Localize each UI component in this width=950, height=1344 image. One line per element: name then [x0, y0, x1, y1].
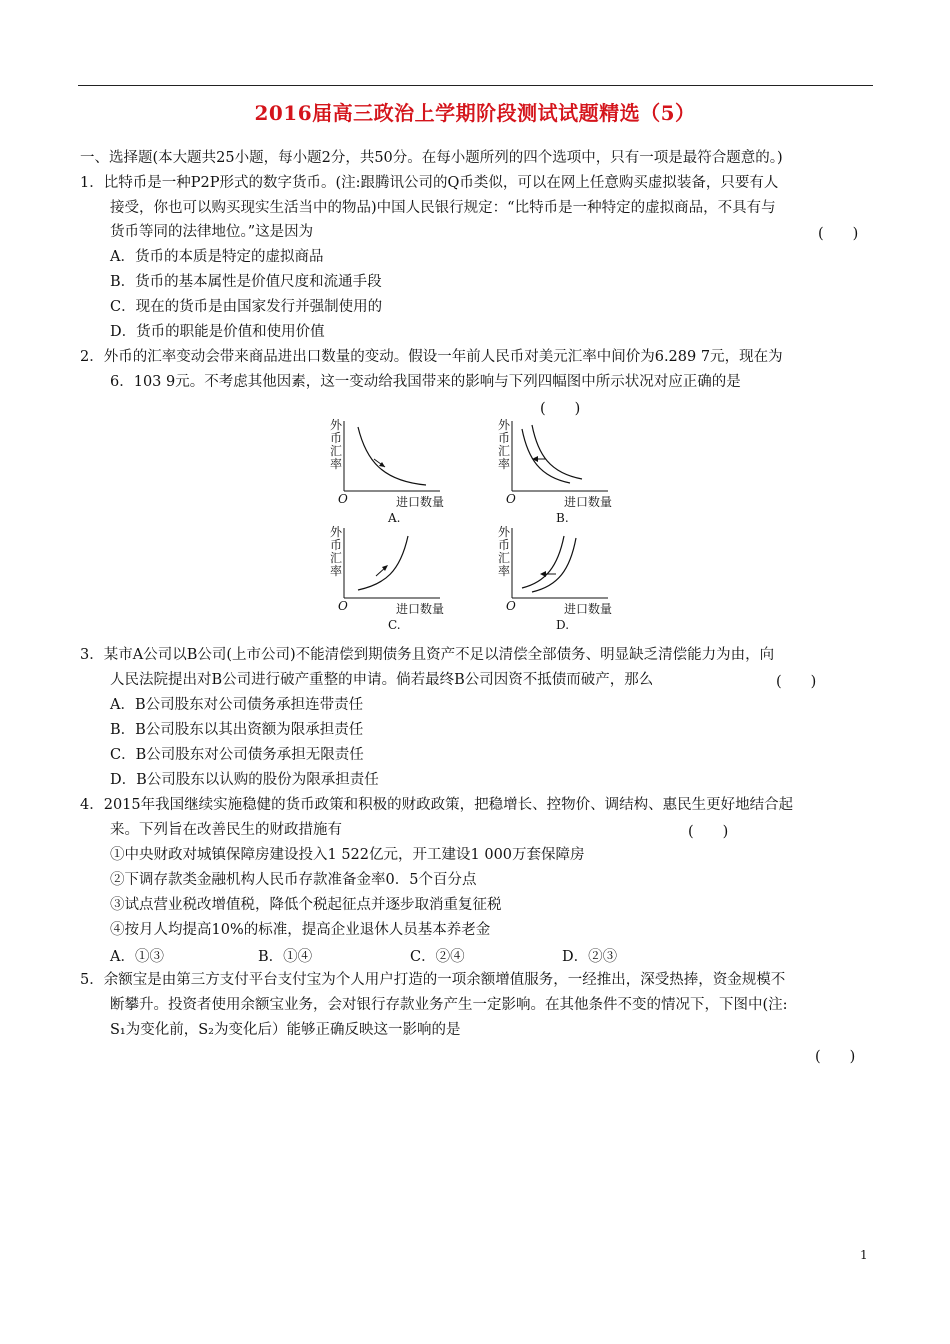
q3-option-c: C．B公司股东对公司债务承担无限责任 [110, 747, 364, 763]
q4-answer-a: A．①③ [110, 949, 164, 965]
q1-option-c: C．现在的货币是由国家发行并强制使用的 [110, 299, 383, 315]
graph-b-arrow [532, 456, 538, 462]
q1-line3: 货币等同的法律地位。”这是因为 [110, 224, 314, 240]
q2-line2: 6．103 9元。不考虑其他因素，这一变动给我国带来的影响与下列四幅图中所示状况对应正确的是 [110, 374, 741, 390]
graph-a-origin: O [338, 492, 348, 506]
q4-line1: 4．2015年我国继续实施稳健的货币政策和积极的财政政策，把稳增长、控物价、调结构、惠民生更好地结合起 [80, 797, 794, 813]
q3-answer-paren: ( ) [776, 674, 817, 690]
q1-line1: 1．比特币是一种P2P形式的数字货币。(注:跟腾讯公司的Q币类似，可以在网上任意购买虚拟装备，只要有人 [80, 175, 779, 191]
q1-option-b: B．货币的基本属性是价值尺度和流通手段 [110, 274, 382, 290]
q3-line1: 3．某市A公司以B公司(上市公司)不能清偿到期债务且资产不足以清偿全部债务、明显缺乏清偿能力为由，向 [80, 647, 775, 663]
graph-b-xaxis-label: 进口数量 [564, 495, 613, 509]
q4-item-1: ①中央财政对城镇保障房建设投入1 522亿元，开工建设1 000万套保障房 [110, 847, 585, 863]
section-heading: 一、选择题(本大题共25小题，每小题2分，共50分。在每小题所列的四个选项中，只有一项是最符合题意的。) [80, 150, 783, 166]
q5-line1: 5．余额宝是由第三方支付平台支付宝为个人用户打造的一项余额增值服务，一经推出，深受热捧，资金规模不 [80, 972, 786, 988]
graph-b [498, 415, 638, 525]
graph-b-origin: O [506, 492, 516, 506]
graph-c-label: C. [388, 618, 401, 632]
graph-d-label: D. [556, 618, 570, 632]
graph-b-yaxis-label: 外币汇率 [498, 418, 511, 471]
q5-line3: S₁为变化前，S₂为变化后）能够正确反映这一影响的是 [110, 1022, 461, 1038]
q4-item-3: ③试点营业税改增值税，降低个税起征点并逐步取消重复征税 [110, 897, 502, 913]
graph-a-yaxis-label: 外币汇率 [330, 418, 343, 471]
q3-line2: 人民法院提出对B公司进行破产重整的申请。倘若最终B公司因资不抵债而破产，那么 [110, 672, 654, 688]
graph-c-xaxis-label: 进口数量 [396, 602, 445, 616]
graph-b-curve1 [522, 429, 570, 483]
q3-option-a: A．B公司股东对公司债务承担连带责任 [110, 697, 364, 713]
graph-d-origin: O [506, 599, 516, 613]
page-number: 1 [860, 1248, 868, 1262]
q4-item-2: ②下调存款类金融机构人民币存款准备金率0．5个百分点 [110, 872, 477, 888]
q3-option-b: B．B公司股东以其出资额为限承担责任 [110, 722, 364, 738]
q4-answer-paren: ( ) [688, 824, 729, 840]
page-title: 2016届高三政治上学期阶段测试试题精选（5） [254, 101, 696, 125]
q4-item-4: ④按月人均提高10%的标准，提高企业退休人员基本养老金 [110, 922, 491, 938]
header-rule [78, 85, 873, 86]
q4-answer-b: B．①④ [258, 949, 313, 965]
q5-answer-paren: ( ) [815, 1049, 856, 1065]
graph-c-origin: O [338, 599, 348, 613]
graph-c-yaxis-label: 外币汇率 [330, 525, 343, 578]
q1-option-a: A．货币的本质是特定的虚拟商品 [110, 249, 324, 265]
q1-answer-paren: ( ) [818, 226, 859, 242]
q4-answer-c: C．②④ [410, 949, 465, 965]
q2-answer-paren: ( ) [540, 401, 581, 417]
q1-line2: 接受，你也可以购买现实生活当中的物品)中国人民银行规定：“比特币是一种特定的虚拟商品，不具有与 [110, 200, 776, 216]
q2-line1: 2．外币的汇率变动会带来商品进出口数量的变动。假设一年前人民币对美元汇率中间价为6.289 7元，现在为 [80, 349, 783, 365]
graph-b-curve2 [532, 425, 582, 479]
q4-answer-d: D．②③ [562, 949, 618, 965]
q4-line2: 来。下列旨在改善民生的财政措施有 [110, 822, 342, 838]
graph-c-curve [358, 536, 408, 590]
graph-d [498, 522, 638, 632]
graph-b-label: B. [556, 511, 569, 525]
graph-a [330, 415, 470, 525]
q1-option-d: D．货币的职能是价值和使用价值 [110, 324, 325, 340]
q5-line2: 断攀升。投资者使用余额宝业务，会对银行存款业务产生一定影响。在其他条件不变的情况下，下图中(注: [110, 997, 788, 1013]
q3-option-d: D．B公司股东以认购的股份为限承担责任 [110, 772, 379, 788]
graph-a-curve [358, 427, 426, 485]
graph-d-arrow [540, 571, 546, 577]
graph-a-xaxis-label: 进口数量 [396, 495, 445, 509]
graph-c [330, 522, 470, 632]
graph-d-yaxis-label: 外币汇率 [498, 525, 511, 578]
graph-d-curve1 [522, 536, 564, 588]
graph-a-label: A. [388, 511, 401, 525]
graph-d-xaxis-label: 进口数量 [564, 602, 613, 616]
